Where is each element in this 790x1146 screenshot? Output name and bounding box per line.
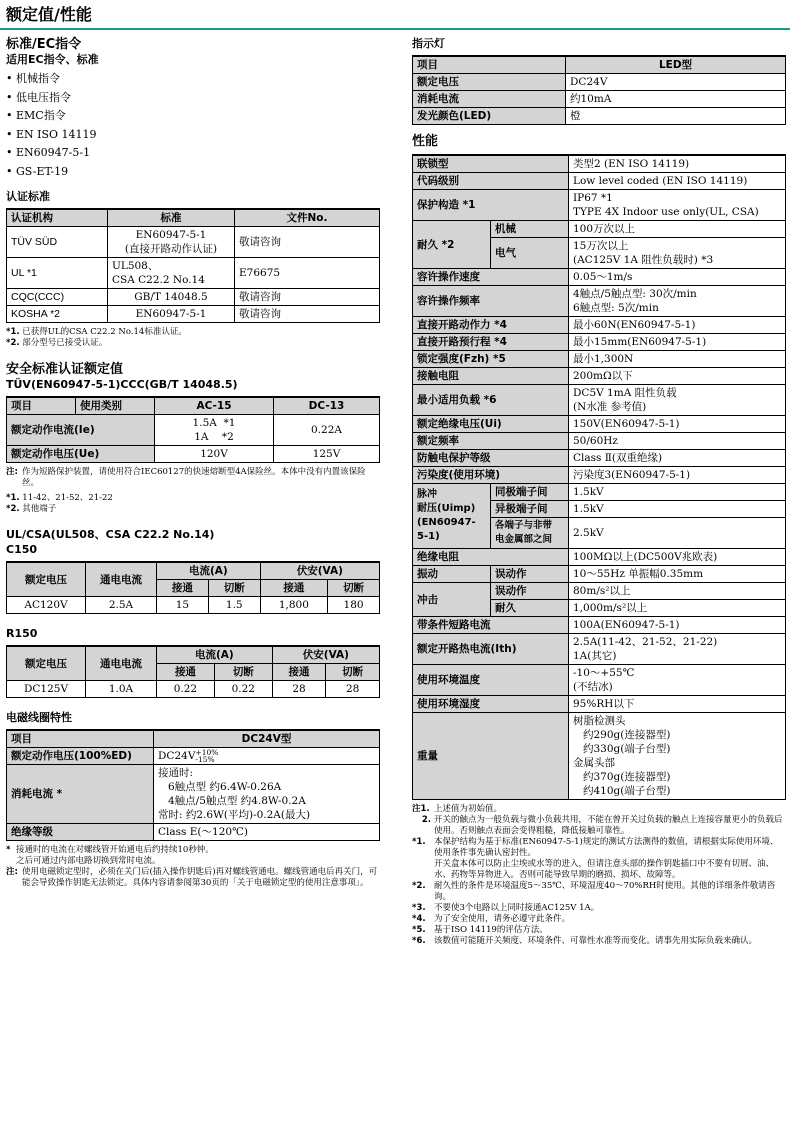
perf-note: *6. 该数值可能随开关频度、环境条件、可靠性水准等而变化。请事先用实际负载来确认。 [412, 936, 758, 946]
table-row: 最小适用负载 *6 DC5V 1mA 阻性负载 (N水准 参考值) [413, 385, 786, 416]
r150-cell: DC125V [7, 681, 86, 698]
standards-heading: 标准/EC指令 [6, 37, 82, 52]
table-row [7, 681, 380, 698]
safety-header-ac15: AC-15 [155, 397, 274, 415]
cert-org: TÜV SÜD [7, 227, 108, 258]
standard-item: • 低电压指令 [6, 89, 380, 108]
safety-note: 注: 作为短路保护装置，请使用符合IEC60127的快速熔断型4A保险丝。本体中没有内置该保险丝。 [6, 467, 366, 488]
table-row: 电气 15万次以上 (AC125V 1A 阻性负载时) *3 [413, 238, 786, 269]
standard-item: • EN ISO 14119 [6, 126, 380, 145]
coil-heading: 电磁线圈特性 [6, 711, 72, 724]
cert-table [6, 208, 380, 323]
c150-cell: 2.5A [86, 597, 157, 614]
safety-header-item: 项目 [7, 397, 76, 415]
c150-h-make: 接通 [157, 580, 209, 597]
cert-header-file: 文件No. [235, 209, 380, 227]
table-row: 振动 误动作 10～55Hz 单振幅0.35mm [413, 566, 786, 583]
r150-h-va: 伏安(VA) [272, 646, 379, 664]
c150-cell: 1.5 [208, 597, 260, 614]
standards-list [6, 70, 380, 181]
r150-table [6, 645, 380, 698]
r150-h-break: 切断 [214, 664, 272, 681]
c150-h-break: 切断 [208, 580, 260, 597]
table-row: 耐久 *2 机械 100万次以上 [413, 221, 786, 238]
standard-item: • GS-ET-19 [6, 163, 380, 182]
c150-cell: 180 [328, 597, 380, 614]
cert-std: GB/T 14048.5 [108, 289, 235, 306]
table-row: 额定电压 DC24V [413, 74, 786, 91]
table-row [7, 824, 380, 841]
c150-h-current: 电流(A) [157, 562, 261, 580]
table-row [7, 748, 380, 765]
c150-h-va: 伏安(VA) [260, 562, 379, 580]
ul-heading: UL/CSA(UL508、CSA C22.2 No.14) [6, 528, 215, 541]
table-row: 使用环境温度 -10～+55℃ (不结冰) [413, 665, 786, 696]
perf-note: *5. 基于ISO 14119的评估方法。 [412, 925, 548, 935]
standards-subheading: 适用EC指令、标准 [6, 53, 99, 66]
table-row: 保护构造 *1 IP67 *1 TYPE 4X Indoor use only(UL, CSA) [413, 190, 786, 221]
table-row: 容许操作速度 0.05～1m/s [413, 269, 786, 286]
r150-cell: 0.22 [157, 681, 215, 698]
table-row: 额定频率 50/60Hz [413, 433, 786, 450]
indicator-h-item: 项目 [413, 56, 566, 74]
coil-insulation-label: 绝缘等级 [7, 824, 154, 841]
table-row: 脉冲 耐压(Uimp) (EN60947-5-1) 同极端子间 1.5kV [413, 484, 786, 501]
r150-cell: 0.22 [214, 681, 272, 698]
coil-insulation-value: Class E(～120℃) [154, 824, 380, 841]
table-row: 直接开路预行程 *4 最小15mm(EN60947-5-1) [413, 334, 786, 351]
standard-item: • 机械指令 [6, 70, 380, 89]
cert-org: KOSHA *2 [7, 306, 108, 323]
perf-note: 注1. 上述值为初始值。 [412, 804, 503, 814]
safety-ac-value: 1.5A *1 1A *2 [155, 415, 274, 446]
r150-h-current-flow: 通电电流 [86, 646, 157, 681]
title-rule [0, 28, 790, 30]
coil-voltage-value: DC24V+10% -15% [154, 748, 380, 765]
safety-dc-value: 125V [274, 446, 380, 463]
r150-h-break: 切断 [326, 664, 380, 681]
table-row: 消耗电流 约10mA [413, 91, 786, 108]
cert-note: *2. 部分型号已接受认证。 [6, 338, 108, 348]
perf-note: 2. 开关的触点为一般负载与微小负载共用，不能在曾开关过负载的触点上连接容量更小的负载后使用。否则触点表面会变得粗糙，降低接触可靠性。 [421, 815, 783, 836]
r150-label: R150 [6, 627, 38, 640]
safety-note: *1. 11-42、21-52、21-22 [6, 493, 113, 503]
cert-heading: 认证标准 [6, 190, 50, 203]
table-row: 耐久 1,000m/s²以上 [413, 600, 786, 617]
table-row: 联锁型 类型2 (EN ISO 14119) [413, 155, 786, 173]
indicator-h-type: LED型 [566, 56, 786, 74]
c150-h-break: 切断 [328, 580, 380, 597]
table-row: 锁定强度(Fzh) *5 最小1,300N [413, 351, 786, 368]
table-row [7, 597, 380, 614]
r150-h-voltage: 额定电压 [7, 646, 86, 681]
table-row [7, 415, 380, 446]
table-row: 重量 树脂检测头 约290g(连接器型) 约330g(端子台型) 金属头部 约370g(连接器型) 约410g(端子台型) [413, 713, 786, 800]
table-row: 绝缘电阻 100MΩ以上(DC500V兆欧表) [413, 549, 786, 566]
table-row: 冲击 误动作 80m/s²以上 [413, 583, 786, 600]
table-row: 各端子与非带 电金属部之间 2.5kV [413, 518, 786, 549]
c150-h-voltage: 额定电压 [7, 562, 86, 597]
cert-file: E76675 [235, 258, 380, 289]
c150-h-make: 接通 [260, 580, 327, 597]
c150-table [6, 561, 380, 614]
table-row [7, 765, 380, 824]
table-row: 防触电保护等级 Class Ⅱ(双重绝缘) [413, 450, 786, 467]
coil-h-type: DC24V型 [154, 730, 380, 748]
safety-header-category: 使用类别 [76, 397, 155, 415]
table-row: 发光颜色(LED) 橙 [413, 108, 786, 125]
table-row [7, 446, 380, 463]
coil-note: 注: 使用电磁锁定型时，必须在关门后(插入操作钥匙后)再对螺线管通电。螺线管通电后再关门，可能会导致操作钥匙无法锁定。具体内容请参阅第30页的「关于电磁锁定型的使用注意事项」。 [6, 867, 378, 888]
r150-cell: 28 [272, 681, 326, 698]
cert-std: EN60947-5-1 [108, 306, 235, 323]
cert-file: 敬请咨询 [235, 227, 380, 258]
table-row [7, 306, 380, 323]
table-row: 额定开路热电流(Ith) 2.5A(11-42、21-52、21-22) 1A(其它) [413, 634, 786, 665]
safety-ac-value: 120V [155, 446, 274, 463]
right-column [412, 36, 786, 947]
safety-note: *2. 其他端子 [6, 504, 57, 514]
safety-row-label: 额定动作电流(Ie) [7, 415, 155, 446]
coil-consumption-label: 消耗电流 * [7, 765, 154, 824]
r150-h-make: 接通 [272, 664, 326, 681]
r150-cell: 1.0A [86, 681, 157, 698]
c150-label: C150 [6, 543, 38, 556]
perf-note: *4. 为了安全使用，请务必遵守此条件。 [412, 914, 571, 924]
table-row: 异极端子间 1.5kV [413, 501, 786, 518]
cert-header-org: 认证机构 [7, 209, 108, 227]
table-row: 容许操作频率 4触点/5触点型: 30次/min 6触点型: 5次/min [413, 286, 786, 317]
coil-note: * 接通时的电流在对螺线管开始通电后约持续10秒钟。 之后可通过内部电路切换到常时电流。 [6, 845, 214, 866]
standard-item: • EN60947-5-1 [6, 144, 380, 163]
cert-std: EN60947-5-1 (直接开路动作认证) [108, 227, 235, 258]
indicator-heading: 指示灯 [412, 37, 445, 50]
table-row: 额定绝缘电压(Ui) 150V(EN60947-5-1) [413, 416, 786, 433]
c150-cell: AC120V [7, 597, 86, 614]
table-row: 代码级别 Low level coded (EN ISO 14119) [413, 173, 786, 190]
coil-voltage-label: 额定动作电压(100%ED) [7, 748, 154, 765]
perf-note: *3. 不要使3个电路以上同时接通AC125V 1A。 [412, 903, 600, 913]
c150-cell: 1,800 [260, 597, 327, 614]
table-row [7, 258, 380, 289]
cert-std: UL508、 CSA C22.2 No.14 [108, 258, 235, 289]
safety-header-dc13: DC-13 [274, 397, 380, 415]
cert-file: 敬请咨询 [235, 306, 380, 323]
safety-table [6, 396, 380, 463]
r150-h-current: 电流(A) [157, 646, 273, 664]
coil-h-item: 项目 [7, 730, 154, 748]
cert-note: *1. 已获得UL的CSA C22.2 No.14标准认证。 [6, 327, 187, 337]
safety-dc-value: 0.22A [274, 415, 380, 446]
cert-org: UL *1 [7, 258, 108, 289]
standard-item: • EMC指令 [6, 107, 380, 126]
table-row [7, 289, 380, 306]
safety-row-label: 额定动作电压(Ue) [7, 446, 155, 463]
c150-cell: 15 [157, 597, 209, 614]
c150-h-current-flow: 通电电流 [86, 562, 157, 597]
indicator-table [412, 55, 786, 125]
cert-file: 敬请咨询 [235, 289, 380, 306]
perf-note: *1. 本保护结构为基于标准(EN60947-5-1)规定的测试方法测得的数值，请根据实际使用环境、使用条件事先确认密封性。 开关盒本体可以防止尘埃或水等的进入，但请注意头部的操作钥匙插口中不要有切屑、油、水、药物等异物进入。否则可能导致早期的磨损、损坏、故障等。 [412, 837, 779, 880]
coil-consumption-value: 接通时: 6触点型 约6.4W-0.26A 4触点/5触点型 约4.8W-0.2A 常时: 约2.6W(平均)-0.2A(最大) [154, 765, 380, 824]
safety-heading: 安全标准认证额定值 [6, 362, 124, 377]
performance-notes [412, 804, 786, 947]
table-row: 接触电阻 200mΩ以下 [413, 368, 786, 385]
table-row: 使用环境湿度 95%RH以下 [413, 696, 786, 713]
table-row: 污染度(使用环境) 污染度3(EN60947-5-1) [413, 467, 786, 484]
performance-table [412, 154, 786, 800]
r150-h-make: 接通 [157, 664, 215, 681]
table-row [7, 227, 380, 258]
cert-header-std: 标准 [108, 209, 235, 227]
r150-cell: 28 [326, 681, 380, 698]
page-title: 额定值/性能 [6, 5, 92, 24]
performance-heading: 性能 [412, 134, 439, 149]
table-row: 直接开路动作力 *4 最小60N(EN60947-5-1) [413, 317, 786, 334]
left-column [6, 36, 380, 889]
cert-org: CQC(CCC) [7, 289, 108, 306]
coil-table [6, 729, 380, 841]
table-row: 带条件短路电流 100A(EN60947-5-1) [413, 617, 786, 634]
perf-note: *2. 耐久性的条件是环境温度5～35℃、环境湿度40～70%RH时使用。其他的详细条件敬请咨询。 [412, 881, 776, 902]
safety-subheading: TÜV(EN60947-5-1)CCC(GB/T 14048.5) [6, 378, 238, 391]
